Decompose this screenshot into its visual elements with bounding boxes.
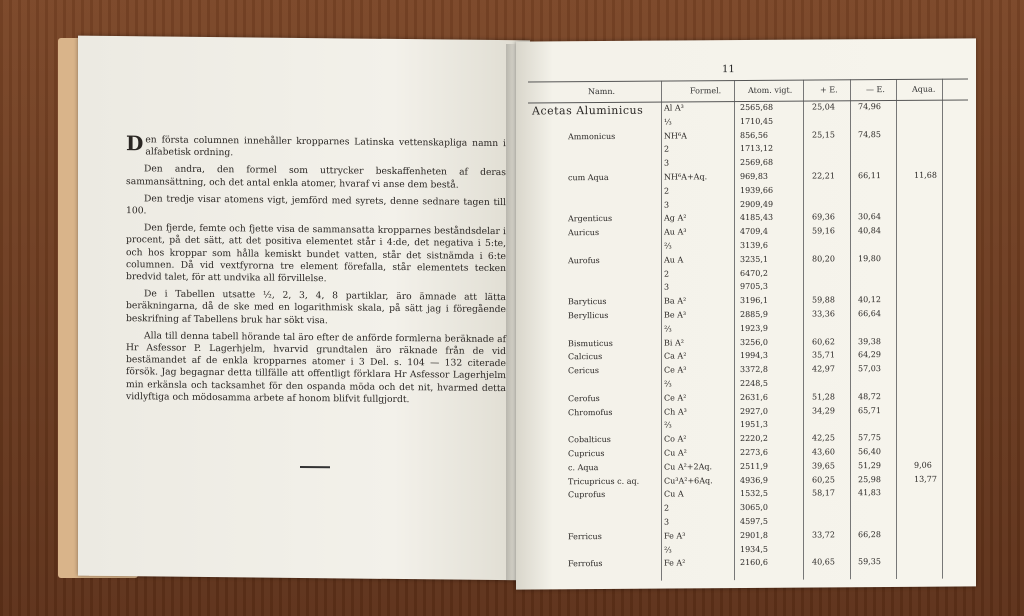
cell-atom: 1951,3 — [740, 420, 768, 430]
cell-name: Cuprofus — [568, 490, 606, 500]
cell-atom: 1939,66 — [740, 185, 774, 195]
cell-atom: 2160,6 — [740, 558, 768, 568]
cell-formula: 2 — [664, 503, 670, 513]
cell-neg: 39,38 — [858, 336, 881, 346]
cell-name: Beryllicus — [568, 310, 609, 321]
cell-formula: ⅔ — [664, 379, 672, 389]
cell-neg: 51,29 — [858, 460, 881, 470]
paragraph: Den andra, den formel som uttrycker beskaffenheten af deras sammansättning, och det antal enkla atomer, hvaraf vi anse dem bestå. — [126, 163, 506, 191]
cell-name: Calcicus — [568, 352, 603, 362]
open-book — [58, 30, 976, 592]
cell-atom: 2511,9 — [740, 461, 768, 471]
cell-neg: 66,11 — [858, 171, 881, 181]
cell-name: Ferrofus — [568, 559, 603, 569]
cell-formula: Fe A² — [664, 558, 686, 568]
cell-neg: 40,84 — [858, 226, 881, 236]
cell-neg: 57,75 — [858, 433, 881, 443]
cell-name: Acetas Aluminicus — [532, 103, 644, 118]
cell-neg: 30,64 — [858, 212, 881, 222]
cell-atom: 969,83 — [740, 171, 768, 182]
cell-atom: 1923,9 — [740, 323, 768, 333]
table-header — [528, 78, 968, 103]
cell-pos: 80,20 — [812, 254, 835, 264]
cell-formula: ⅔ — [664, 241, 672, 251]
element-table — [528, 78, 968, 572]
cell-atom: 3196,1 — [740, 296, 768, 306]
header-name: Namn. — [588, 86, 616, 97]
cell-name: Baryticus — [568, 297, 607, 307]
cell-neg: 59,35 — [858, 557, 881, 567]
cell-atom: 2220,2 — [740, 433, 768, 444]
cell-atom: 2273,6 — [740, 447, 768, 457]
cell-formula: 3 — [664, 517, 670, 527]
end-rule — [300, 466, 330, 468]
cell-aqua: 11,68 — [914, 170, 937, 180]
cell-formula: 2 — [664, 186, 670, 196]
cell-atom: 4597,5 — [740, 516, 768, 526]
cell-atom: 2927,0 — [740, 406, 768, 416]
cell-atom: 856,56 — [740, 130, 768, 140]
cell-atom: 2248,5 — [740, 378, 768, 388]
cell-neg: 66,64 — [858, 309, 881, 319]
cell-pos: 42,97 — [812, 364, 835, 374]
cell-pos: 58,17 — [812, 488, 835, 498]
cell-name: Bismuticus — [568, 338, 613, 348]
cell-atom: 4936,9 — [740, 475, 768, 485]
cell-pos: 33,36 — [812, 309, 835, 319]
cell-pos: 59,16 — [812, 226, 835, 236]
cell-pos: 39,65 — [812, 461, 835, 471]
cell-atom: 1713,12 — [740, 144, 774, 154]
table-row — [528, 556, 968, 573]
cell-formula: Be A³ — [664, 310, 687, 320]
cell-atom: 4709,4 — [740, 227, 768, 237]
cell-atom: 3256,0 — [740, 337, 768, 347]
cell-aqua: 13,77 — [914, 474, 937, 484]
header-atom: Atom. vigt. — [748, 85, 793, 95]
cell-atom: 1710,45 — [740, 116, 774, 126]
cell-formula: 3 — [664, 200, 670, 210]
cell-pos: 33,72 — [812, 530, 835, 540]
cell-atom: 2569,68 — [740, 157, 774, 168]
cell-formula: Co A² — [664, 434, 687, 444]
cell-formula: Ag A² — [664, 213, 687, 223]
cell-formula: 3 — [664, 282, 670, 292]
cell-name: Cupricus — [568, 448, 605, 459]
cell-name: Argenticus — [568, 214, 613, 224]
cell-pos: 22,21 — [812, 171, 835, 181]
cell-formula: Ch A³ — [664, 406, 687, 417]
paragraph: Den första columnen innehåller kropparnes Latinska vettenskapliga namn i alfabetisk ordning. — [126, 131, 506, 159]
cell-name: cum Aqua — [568, 172, 609, 183]
cell-name: c. Aqua — [568, 462, 599, 472]
cell-formula: NH⁶A+Aq. — [664, 172, 708, 182]
cell-formula: ⅓ — [664, 117, 672, 127]
cell-formula: Ca A² — [664, 351, 687, 361]
cell-atom: 1532,5 — [740, 489, 768, 499]
cell-neg: 65,71 — [858, 405, 881, 415]
cell-name: Ammonicus — [568, 131, 616, 141]
cell-name: Cerofus — [568, 393, 600, 403]
cell-name: Auricus — [568, 228, 600, 238]
page-number: 11 — [722, 64, 735, 76]
header-pos: + E. — [820, 85, 838, 95]
cell-neg: 57,03 — [858, 364, 881, 374]
cell-formula: 2 — [664, 144, 670, 154]
cell-formula: Ce A³ — [664, 365, 687, 375]
cell-neg: 48,72 — [858, 391, 881, 401]
cell-atom: 9705,3 — [740, 282, 768, 292]
cell-pos: 25,15 — [812, 129, 835, 140]
cell-pos: 69,36 — [812, 212, 835, 222]
cell-formula: Cu³A²+6Aq. — [664, 475, 713, 486]
cell-formula: Au A³ — [664, 227, 687, 237]
cell-neg: 41,83 — [858, 488, 881, 498]
cell-name: Ferricus — [568, 531, 602, 541]
cell-atom: 1994,3 — [740, 351, 768, 361]
cell-pos: 35,71 — [812, 350, 835, 360]
cell-formula: 2 — [664, 269, 670, 279]
paragraph: De i Tabellen utsatte ½, 2, 3, 4, 8 partiklar, äro ämnade att lätta beräkningarna, då de ske med en logarithmisk skala, på sätt jag i föregående beskrifning af Tabellens bruk har sökt visa. — [126, 288, 506, 326]
header-formula: Formel. — [690, 86, 722, 96]
cell-pos: 60,25 — [812, 474, 835, 485]
cell-pos: 51,28 — [812, 392, 835, 402]
cell-neg: 64,29 — [858, 350, 881, 360]
cell-formula: Ce A² — [664, 393, 687, 403]
cell-formula: NH⁶A — [664, 131, 687, 141]
cell-formula: Cu A² — [664, 448, 687, 458]
cell-name: Tricupricus c. aq. — [568, 476, 640, 486]
cell-formula: ⅔ — [664, 545, 672, 555]
cell-pos: 43,60 — [812, 447, 835, 457]
cell-atom: 3065,0 — [740, 502, 768, 513]
cell-atom: 1934,5 — [740, 544, 768, 554]
left-page — [78, 36, 530, 581]
cell-formula: ⅔ — [664, 324, 672, 334]
left-page-text — [126, 131, 506, 412]
cell-formula: Cu A — [664, 489, 684, 499]
cell-formula: ⅔ — [664, 420, 672, 430]
cell-atom: 2885,9 — [740, 309, 768, 319]
cell-formula: Au A — [664, 255, 684, 265]
cell-formula: 3 — [664, 158, 670, 168]
cell-atom: 2909,49 — [740, 199, 774, 209]
cell-formula: Cu A²+2Aq. — [664, 461, 713, 472]
cell-pos: 59,88 — [812, 295, 835, 305]
cell-atom: 2565,68 — [740, 102, 774, 113]
cell-name: Chromofus — [568, 407, 613, 417]
cell-pos: 42,25 — [812, 433, 835, 443]
cell-neg: 74,85 — [858, 129, 881, 139]
paragraph: Alla till denna tabell hörande tal äro efter de anförde formlerna beräknade af Hr Asfessor P. Lagerhjelm, hvarvid grundtalen äro räknade från de vid bestämandet af de enkla kropparnes atomer i 3 Del. s. 104 — 132 citerade försök. Jag begagnar detta tillfälle att offentligt förklara Hr Asfessor Lagerhjelm min erkänsla och tacksamhet för den ospanda möda och det nit, hvarmed detta vidlyftiga och mödosamma arbete af honom blifvit fullgjordt. — [126, 330, 506, 405]
cell-neg: 25,98 — [858, 474, 881, 484]
cell-atom: 6470,2 — [740, 268, 768, 278]
cell-atom: 3235,1 — [740, 254, 768, 264]
cell-name: Aurofus — [568, 255, 600, 266]
header-neg: — E. — [866, 85, 885, 95]
cell-neg: 74,96 — [858, 102, 881, 112]
cell-atom: 3139,6 — [740, 240, 768, 251]
right-page — [516, 38, 976, 589]
table-body — [528, 100, 968, 572]
cell-pos: 40,65 — [812, 557, 835, 567]
cell-atom: 2901,8 — [740, 530, 768, 540]
cell-neg: 66,28 — [858, 529, 881, 539]
cell-formula: Al A³ — [664, 103, 684, 113]
cell-name: Cericus — [568, 366, 599, 376]
cell-name: Cobalticus — [568, 435, 611, 445]
cell-pos: 60,62 — [812, 336, 835, 347]
cell-pos: 34,29 — [812, 405, 835, 416]
cell-neg: 56,40 — [858, 446, 881, 457]
paragraph: Den tredje visar atomens vigt, jemförd med syrets, denne sednare tagen till 100. — [126, 193, 506, 217]
cell-neg: 19,80 — [858, 253, 881, 263]
cell-formula: Ba A² — [664, 296, 687, 306]
cell-atom: 2631,6 — [740, 392, 768, 402]
cell-atom: 3372,8 — [740, 364, 768, 375]
header-aqua: Aqua. — [912, 84, 936, 94]
paragraph: Den fjerde, femte och fjette visa de sammansatta kropparnes beståndsdelar i procent, på det sätt, att det positiva elementet står i 4:de, det negativa i 5:te, och hos kroppar som hålla kemiskt bundet vatten, står det sistnämda i 6:te columnen. Då vid vextfyrorna tre element förefalla, står elementets tecken bredvid talet, för att undvika all förvillelse. — [126, 222, 506, 285]
cell-atom: 4185,43 — [740, 213, 774, 223]
cell-formula: Bi A² — [664, 337, 684, 348]
cell-formula: Fe A³ — [664, 531, 686, 541]
cell-aqua: 9,06 — [914, 460, 932, 470]
cell-neg: 40,12 — [858, 295, 881, 305]
cell-pos: 25,04 — [812, 102, 835, 112]
